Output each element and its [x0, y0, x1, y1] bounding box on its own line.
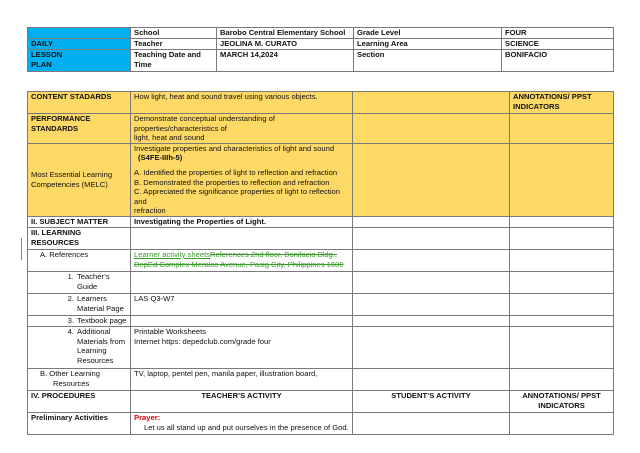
subject-matter-value: Investigating the Properties of Light.	[131, 216, 353, 227]
teachers-guide-line1: Teacher’s	[77, 271, 110, 281]
performance-blank	[353, 114, 510, 144]
melc-annotation	[510, 143, 614, 216]
textbook-page-label	[28, 315, 131, 326]
school-value: Barobo Central Elementary School	[217, 28, 354, 39]
date-label	[131, 50, 217, 72]
textbook-number: 3.	[67, 315, 74, 325]
melc-label-line2: Competencies (MELC)	[31, 179, 108, 189]
melc-code: (S4FE-IIIh-5)	[138, 153, 183, 163]
additional-line4: Resources	[77, 355, 114, 365]
date-label-line2: Time	[134, 59, 152, 69]
other-blank	[353, 368, 510, 390]
procedures-annotations-line2: INDICATORS	[538, 400, 585, 410]
annotations-line1: ANNOTATIONS/ PPST	[513, 92, 592, 101]
additional-blank	[353, 326, 510, 368]
prayer-text: Let us all stand up and put ourselves in the presence of God.	[144, 422, 349, 432]
performance-annotation	[510, 114, 614, 144]
teachers-guide-annotation	[510, 271, 614, 293]
teachers-guide-blank	[353, 271, 510, 293]
melc-label	[28, 143, 131, 216]
section-value: BONIFACIO	[502, 50, 614, 72]
section-label: Section	[354, 50, 502, 72]
learning-resources-label	[28, 227, 131, 249]
annotations-header	[510, 92, 614, 114]
additional-line1: Additional	[77, 326, 111, 336]
dll-title-line1: DAILY	[28, 39, 131, 50]
additional-line2: Materials from	[77, 336, 126, 346]
melc-competency: Investigate properties and characteristics of light and sound	[134, 143, 335, 153]
teachers-guide-label	[28, 271, 131, 293]
other-resources-label	[28, 368, 131, 390]
area-value: SCIENCE	[502, 39, 614, 50]
melc-blank	[353, 143, 510, 216]
performance-label-line1: PERFORMANCE	[31, 114, 91, 123]
references-link[interactable]: Learner activity sheets	[134, 249, 210, 259]
teacher-value: JEOLINA M. CURATO	[217, 39, 354, 50]
performance-standards-value	[131, 114, 353, 144]
textbook-value	[131, 315, 353, 326]
other-annotation	[510, 368, 614, 390]
melc-objective-c1: C. Appreciated the significance properties of light to reflection and	[134, 187, 340, 206]
area-label: Learning Area	[354, 39, 502, 50]
resources-label-line2: RESOURCES	[31, 237, 80, 247]
school-label: School	[131, 28, 217, 39]
learners-material-line1: Learners	[77, 293, 107, 303]
performance-value-line1: Demonstrate conceptual understanding of properties/characteristics of	[134, 114, 275, 133]
dll-title-line3: PLAN	[31, 59, 52, 69]
additional-line3: Learning	[77, 346, 107, 356]
teacher-label: Teacher	[131, 39, 217, 50]
prayer-label: Prayer:	[134, 412, 161, 422]
content-standards-blank	[353, 92, 510, 114]
grade-value: FOUR	[502, 28, 614, 39]
references-blank	[353, 249, 510, 271]
preliminary-activities-label: Preliminary Activities	[28, 412, 131, 434]
learners-material-value: LAS Q3-W7	[131, 293, 353, 315]
printable-worksheets: Printable Worksheets	[134, 326, 207, 336]
performance-label-line2: STANDARDS	[31, 123, 79, 133]
other-resources-line2: Resources	[53, 378, 90, 388]
date-value: MARCH 14,2024	[217, 50, 354, 72]
resources-annotation	[510, 227, 614, 249]
dll-title-cell	[28, 28, 131, 39]
teachers-guide-value	[131, 271, 353, 293]
subject-annotation	[510, 216, 614, 227]
preliminary-student-blank	[353, 412, 510, 434]
references-annotation	[510, 249, 614, 271]
subject-matter-label: II. SUBJECT MATTER	[28, 216, 131, 227]
teachers-guide-number: 1.	[67, 271, 74, 281]
additional-materials-value	[131, 326, 353, 368]
dll-title-line2: LESSON	[31, 50, 63, 59]
content-standards-value: How light, heat and sound travel using various objects.	[131, 92, 353, 114]
subject-blank	[353, 216, 510, 227]
melc-objective-b: B. Demonstrated the properties to reflection and refraction	[134, 177, 330, 187]
annotations-line2: INDICATORS	[513, 101, 560, 111]
grade-label: Grade Level	[354, 28, 502, 39]
procedures-label: IV. PROCEDURES	[28, 390, 131, 412]
textbook-text: Textbook page	[77, 315, 127, 325]
learners-material-label	[28, 293, 131, 315]
procedures-annotations-header	[510, 390, 614, 412]
additional-number: 4.	[67, 326, 74, 336]
content-standards-label: CONTENT STADARDS	[28, 92, 131, 114]
references-label: A. References	[28, 249, 131, 271]
learners-material-line2: Material Page	[77, 303, 124, 313]
performance-standards-label	[28, 114, 131, 144]
resources-blank	[131, 227, 353, 249]
additional-materials-label	[28, 326, 131, 368]
procedures-annotations-line1: ANNOTATIONS/ PPST	[522, 390, 601, 400]
melc-label-line1: Most Essential Learning	[31, 170, 113, 180]
teachers-activity-header: TEACHER’S ACTIVITY	[131, 390, 353, 412]
other-resources-value: TV, laptop, pentel pen, manila paper, illustration board,	[131, 368, 353, 390]
references-value	[131, 249, 353, 271]
internet-resource: Internet https: depedclub.com/grade four	[134, 336, 271, 346]
references-strike-1: References 2nd floor, Bonifacio Bldg.,	[209, 249, 338, 259]
melc-objective-a: A. Identified the properties of light to reflection and refraction	[134, 167, 338, 177]
plan-table	[27, 91, 614, 435]
learners-material-number: 2.	[67, 293, 74, 303]
resources-label-line1: III. LEARNING	[31, 227, 82, 237]
textbook-annotation	[510, 315, 614, 326]
learners-material-annotation	[510, 293, 614, 315]
textbook-blank	[353, 315, 510, 326]
preliminary-activities-value	[131, 412, 353, 434]
melc-objective-c2: refraction	[134, 206, 166, 216]
melc-value	[131, 143, 353, 216]
teachers-guide-line2: Guide	[77, 281, 98, 291]
additional-annotation	[510, 326, 614, 368]
dll-title-lines	[28, 50, 131, 72]
resources-blank-2	[353, 227, 510, 249]
references-strike-2: DepEd Complex Meralco Avenue, Pasig City, Philippines 1600	[134, 259, 344, 269]
preliminary-annotation	[510, 412, 614, 434]
students-activity-header: STUDENT’S ACTIVITY	[353, 390, 510, 412]
header-table	[27, 27, 614, 72]
performance-value-line2: light, heat and sound	[134, 133, 205, 143]
date-label-line1: Teaching Date and	[134, 50, 201, 59]
other-resources-line1: B. Other Learning	[40, 368, 100, 378]
margin-marker	[21, 238, 22, 260]
learners-material-blank	[353, 293, 510, 315]
